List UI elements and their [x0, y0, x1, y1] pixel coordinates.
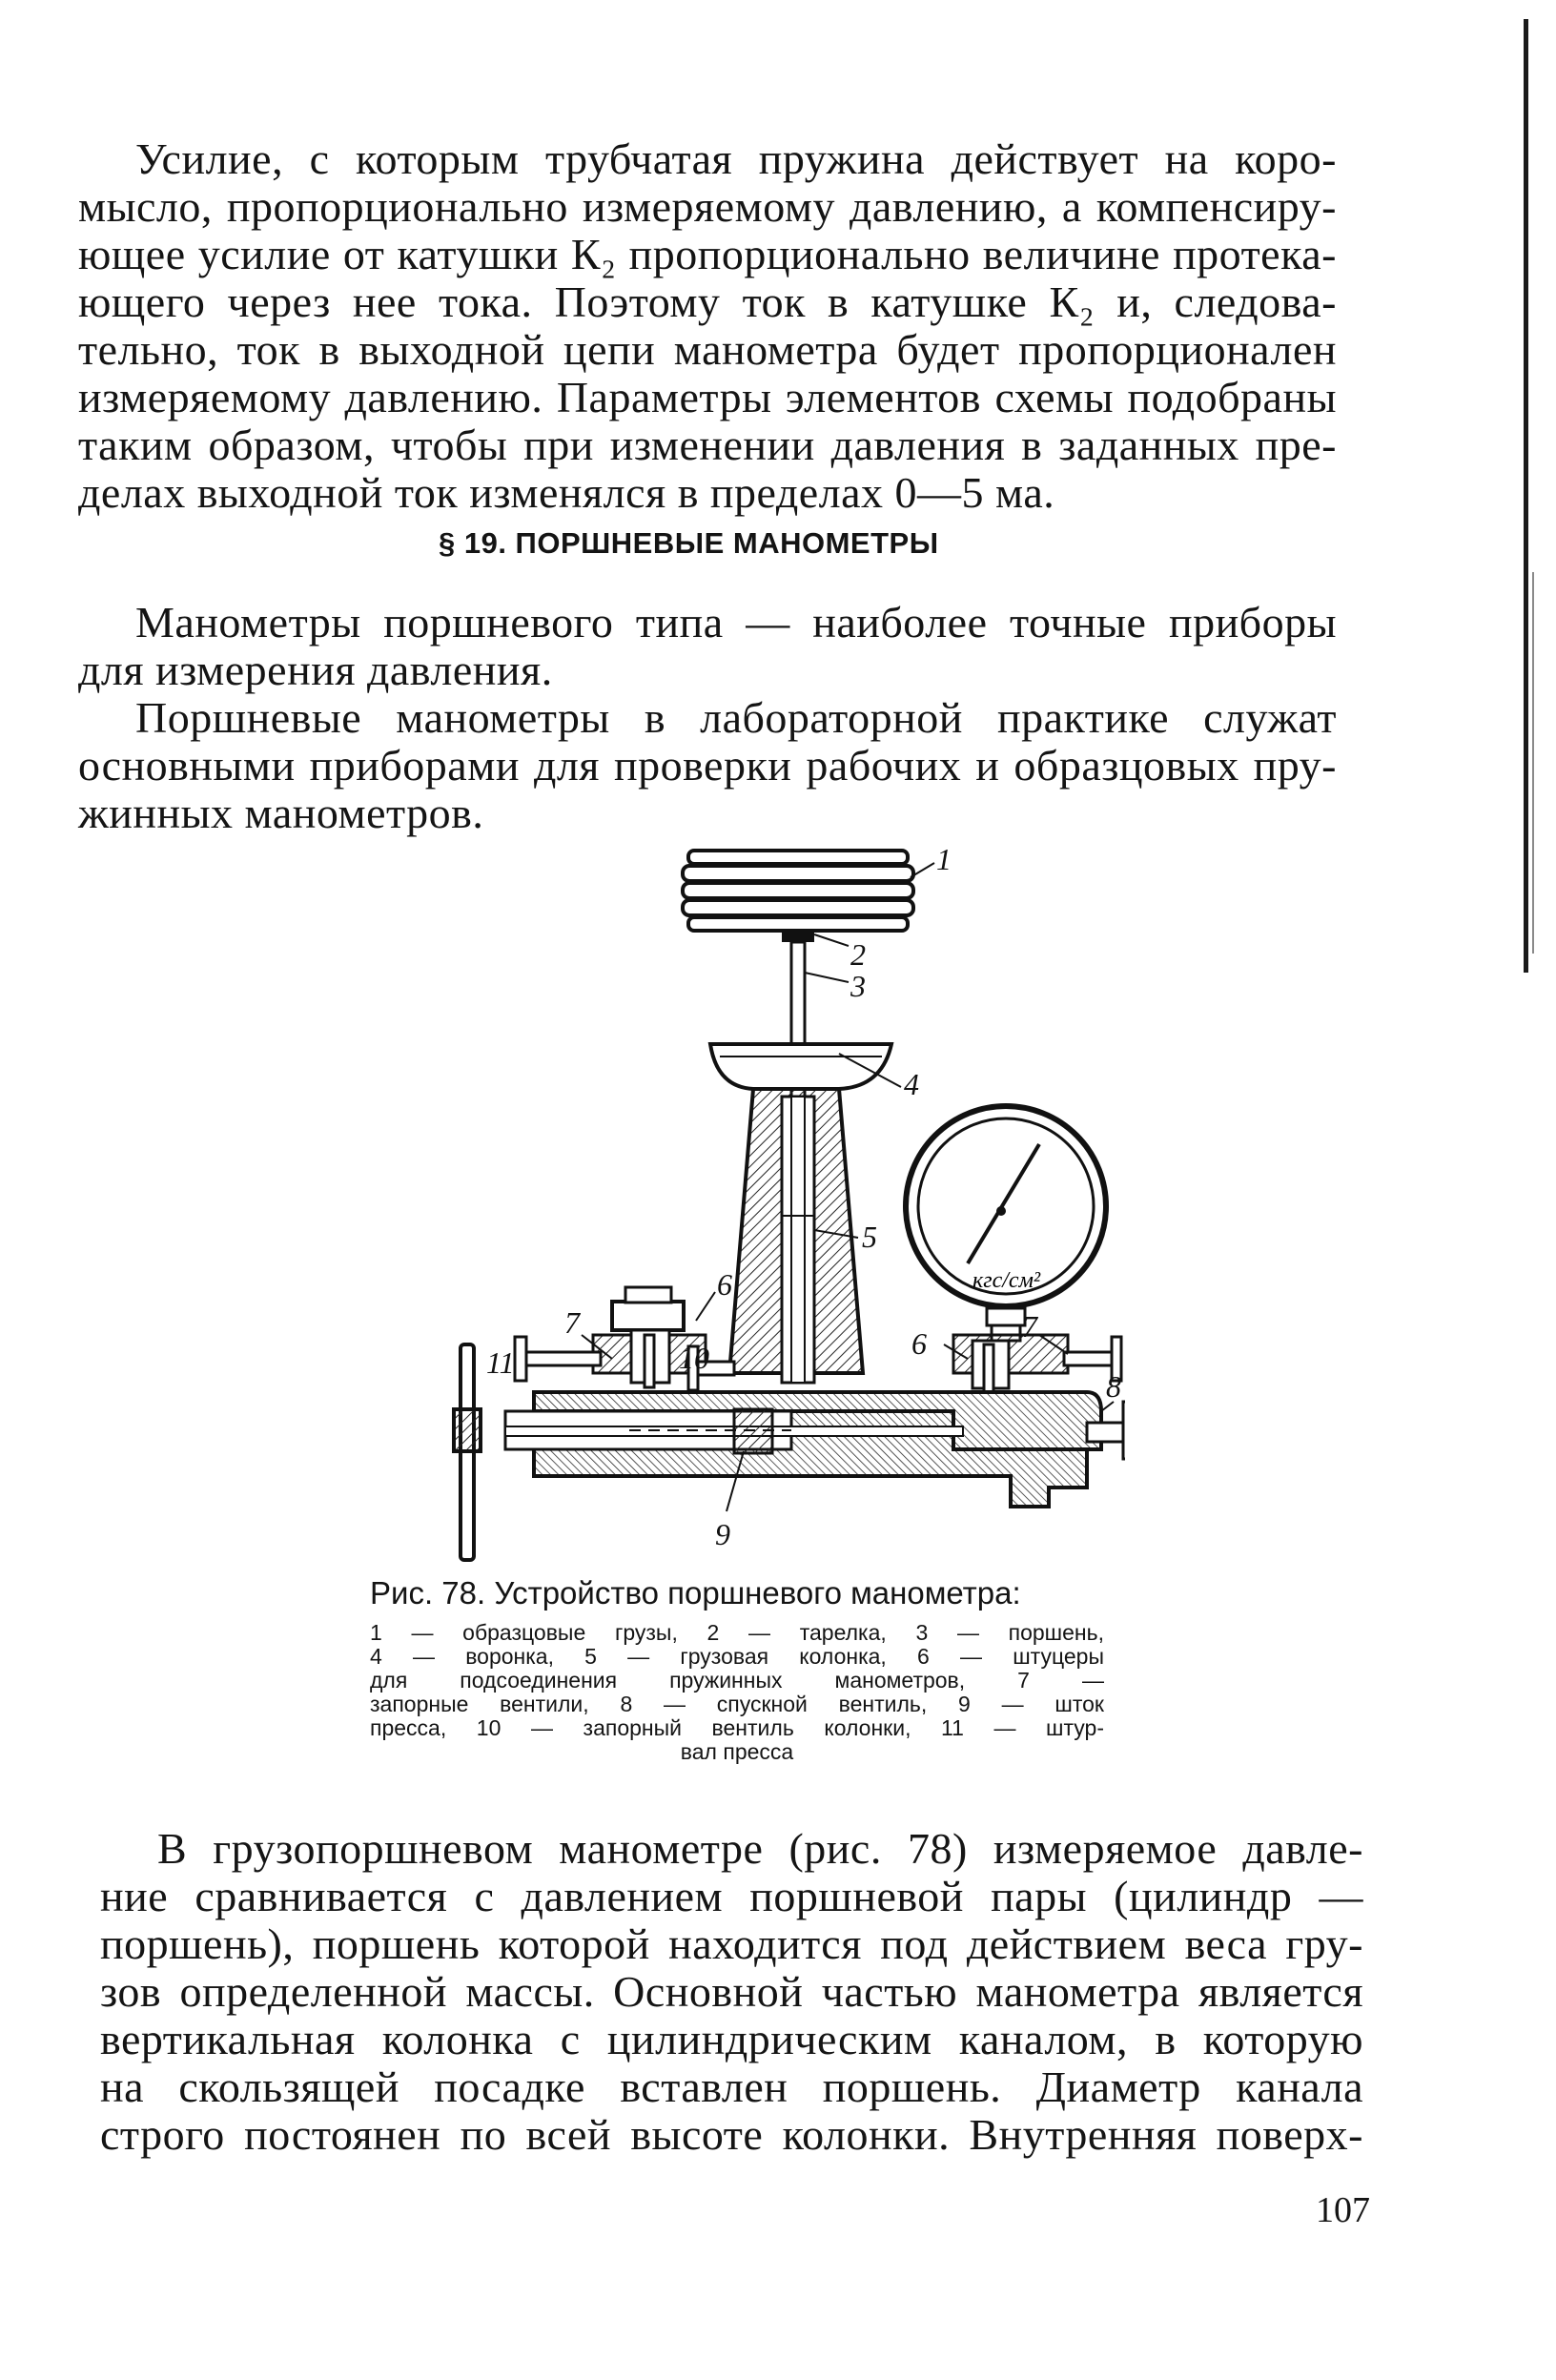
right-fitting — [953, 1335, 1121, 1392]
pressure-gauge — [906, 1106, 1106, 1341]
paragraph-intro — [78, 135, 1337, 517]
paragraph-line: жинных манометров. — [78, 789, 484, 837]
page-edge-dash — [1532, 572, 1534, 954]
gauge-unit-label: кгс/см² — [972, 1268, 1041, 1293]
paragraph-description — [100, 1825, 1363, 2159]
caption-line: пресса, 10 — запорный вентиль колонки, 11 — штур- — [370, 1715, 1104, 1740]
figure-caption-body — [370, 1621, 1104, 1764]
label-6b: 6 — [911, 1326, 927, 1361]
press-body — [505, 1392, 1125, 1507]
paragraph-line: Поршневые манометры в лабораторной практике служат — [135, 693, 1337, 742]
paragraph-line: для измерения давления. — [78, 646, 553, 694]
page-number: 107 — [1316, 2190, 1370, 2230]
paragraph-line: ющее усилие от катушки К₂ пропорционально величине протека- — [78, 230, 1337, 278]
paragraph-line: ние сравнивается с давлением поршневой пары (цилиндр — — [100, 1872, 1363, 1920]
paragraph-line: Манометры поршневого типа — наиболее точные приборы — [135, 598, 1337, 646]
label-7a: 7 — [564, 1305, 580, 1340]
handwheel — [454, 1344, 481, 1560]
label-11: 11 — [486, 1345, 515, 1380]
label-2: 2 — [850, 937, 866, 972]
paragraph-line: тельно, ток в выходной цепи манометра будет пропорционален — [78, 325, 1337, 374]
paragraph-line: В грузопоршневом манометре (рис. 78) измеряемое давле- — [157, 1824, 1363, 1873]
label-3: 3 — [850, 969, 866, 1003]
caption-line: 4 — воронка, 5 — грузовая колонка, 6 — штуцеры — [370, 1644, 1104, 1669]
section-heading: § 19. ПОРШНЕВЫЕ МАНОМЕТРЫ — [439, 526, 939, 560]
caption-line: для подсоединения пружинных манометров, 7 — — [370, 1668, 1104, 1693]
paragraph-line: строго постоянен по всей высоте колонки. Внутренняя поверх- — [100, 2110, 1363, 2159]
label-6a: 6 — [717, 1267, 732, 1302]
paragraph-line: делах выходной ток изменялся в пределах 0—5 ма. — [78, 468, 1055, 517]
paragraph-line: поршень), поршень которой находится под действием веса гру- — [100, 1919, 1363, 1968]
caption-line: вал пресса — [680, 1739, 794, 1764]
label-7b: 7 — [1022, 1309, 1037, 1344]
figure-caption-title: Рис. 78. Устройство поршневого манометра: — [370, 1575, 1021, 1611]
label-9: 9 — [715, 1517, 730, 1551]
label-8: 8 — [1106, 1369, 1121, 1404]
paragraph-line: основными приборами для проверки рабочих и образцовых пру- — [78, 741, 1337, 790]
paragraph-line: измеряемому давлению. Параметры элементов схемы подобраны — [78, 373, 1337, 421]
paragraph-usage — [78, 694, 1337, 837]
left-fitting — [515, 1287, 706, 1387]
paragraph-line: на скользящей посадке вставлен поршень. Диаметр канала — [100, 2062, 1363, 2111]
paragraph-line: Усилие, с которым трубчатая пружина действует на коро- — [135, 134, 1337, 183]
weights — [683, 851, 913, 931]
label-4: 4 — [904, 1067, 919, 1101]
paragraph-line: мысло, пропорционально измеряемому давлению, а компенсиру- — [78, 182, 1337, 231]
piston-manometer-figure — [343, 839, 1125, 1564]
paragraph-line: таким образом, чтобы при изменении давления в заданных пре- — [78, 421, 1337, 469]
label-1: 1 — [936, 842, 952, 876]
caption-line: 1 — образцовые грузы, 2 — тарелка, 3 — поршень, — [370, 1620, 1104, 1645]
paragraph-line: ющего через нее тока. Поэтому ток в катушке К₂ и, следова- — [78, 277, 1337, 326]
paragraph-definition — [78, 599, 1337, 694]
paragraph-line: вертикальная колонка с цилиндрическим каналом, в которую — [100, 2015, 1363, 2063]
page-edge-line — [1524, 19, 1528, 973]
caption-line: запорные вентили, 8 — спускной вентиль, 9 — шток — [370, 1692, 1104, 1716]
label-10: 10 — [679, 1341, 709, 1375]
paragraph-line: зов определенной массы. Основной частью манометра является — [100, 1967, 1363, 2016]
label-5: 5 — [862, 1220, 877, 1254]
